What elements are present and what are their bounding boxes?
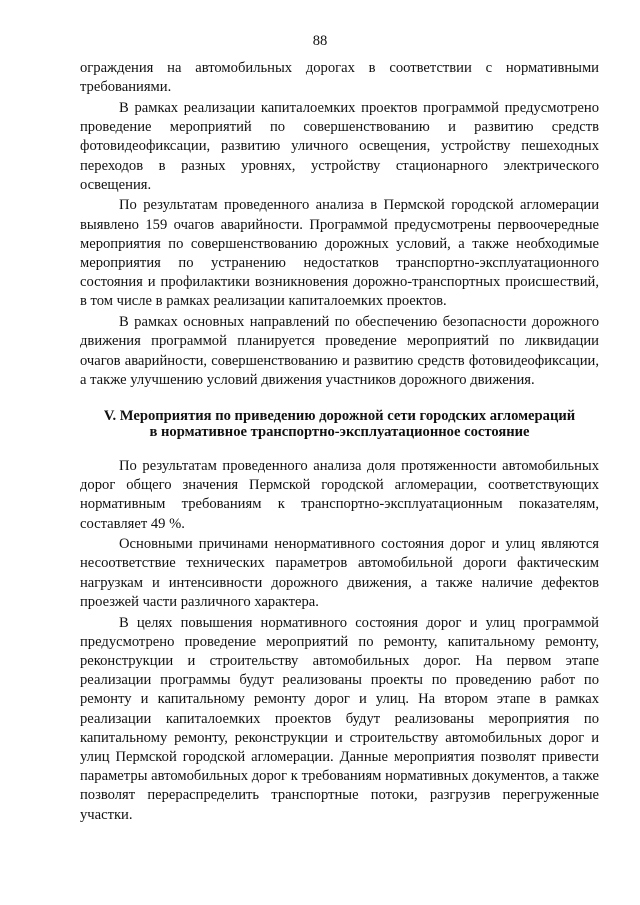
paragraph-accident-sites: По результатам проведенного анализа в Пермской городской агломерации выявлено 159 очагов аварийности. Программой предусмотрены первоочередные мероприятия по совершенствованию дорожных условий, а также необходимые мероприятия по устранению недостатков транспортно-эксплуатационного состояния и профилактики возникновения дорожно-транспортных происшествий, в том числе в рамках реализации капиталоемких проектов. (80, 197, 599, 310)
paragraph-measures: В целях повышения нормативного состояния дорог и улиц программой предусмотрено проведение мероприятий по ремонту, капитальному ремонту, реконструкции и строительству автомобильных дорог. На первом этапе реализации программы будут реализованы проекты по проведению работ по ремонту и капитальному ремонту дорог и улиц. На втором этапе в рамках реализации капиталоемких проектов будут реализованы мероприятия по капитальному ремонту, реконструкции и строительству автомобильных дорог и улиц Пермской городской агломерации. Данные мероприятия позволят привести параметры автомобильных дорог к требованиям нормативных документов, а также позволят перераспределить транспортные потоки, разгрузив перегруженные участки. (80, 614, 599, 823)
paragraph-causes: Основными причинами ненормативного состояния дорог и улиц являются несоответствие технических параметров автомобильной дороги фактическим нагрузкам и интенсивности дорожного движения, а также наличие дефектов проезжей части различного характера. (80, 536, 599, 610)
document-body (80, 59, 599, 826)
paragraph-road-safety: В рамках основных направлений по обеспечению безопасности дорожного движения программой планируется проведение мероприятий по ликвидации очагов аварийности, совершенствованию и развитию средств фотовидеофиксации, а также улучшению условий движения участников дорожного движения. (80, 314, 599, 388)
paragraph-continuation: ограждения на автомобильных дорогах в соответствии с нормативными требованиями. (80, 60, 599, 96)
section-heading-line-2: в нормативное транспортно-эксплуатационное состояние (149, 423, 530, 440)
paragraph-capital-projects: В рамках реализации капиталоемких проектов программой предусмотрено проведение мероприятий по совершенствованию и развитию средств фотовидеофиксации, развитию уличного освещения, устройству пешеходных переходов в разных уровнях, устройству стационарного электрического освещения. (80, 99, 599, 193)
section-heading-line-1: V. Мероприятия по приведению дорожной сети городских агломераций (103, 407, 576, 424)
section-heading (80, 408, 599, 440)
page-number: 88 (312, 33, 328, 49)
paragraph-road-share: По результатам проведенного анализа доля протяженности автомобильных дорог общего значения Пермской городской агломерации, соответствующих нормативным требованиям к транспортно-эксплуатационным показателям, составляет 49 %. (80, 457, 599, 532)
